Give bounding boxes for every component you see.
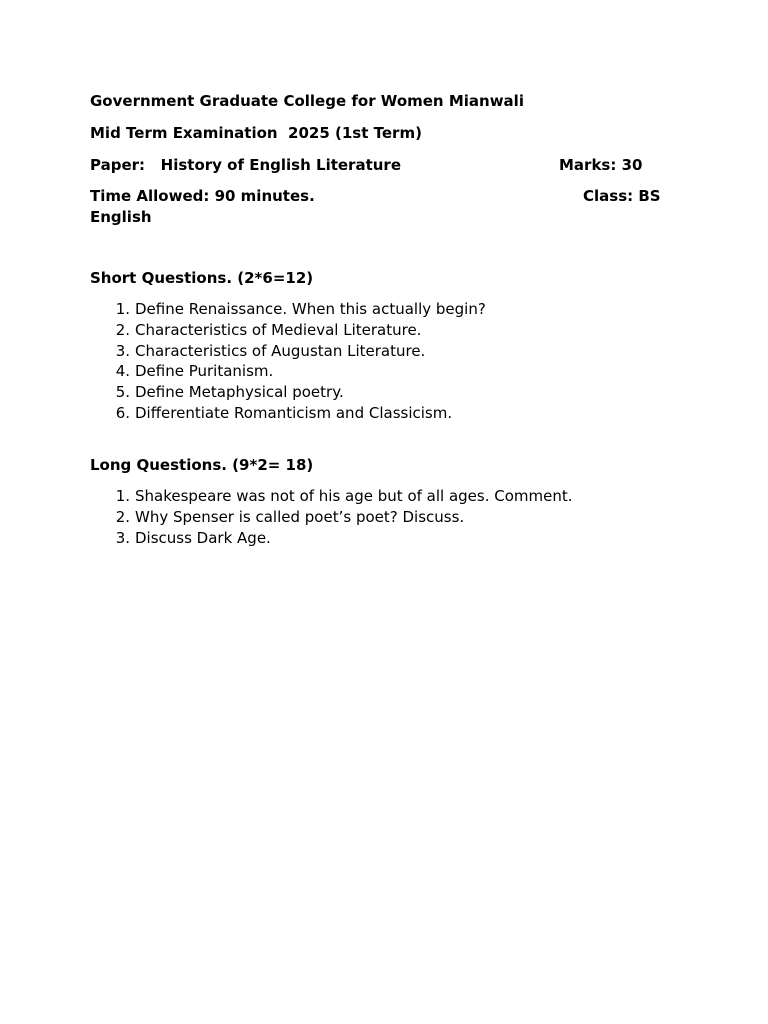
- class-label: Class: BS: [583, 187, 661, 205]
- item-text: Shakespeare was not of his age but of all ages. Comment.: [135, 487, 573, 505]
- item-text: Why Spenser is called poet’s poet? Discuss.: [135, 507, 465, 526]
- item-number: 1.: [115, 487, 130, 505]
- item-text: Discuss Dark Age.: [135, 528, 271, 547]
- item-number: 4.: [115, 362, 130, 381]
- item-text: Define Puritanism.: [135, 362, 274, 381]
- marks-label: Marks: 30: [559, 156, 643, 174]
- item-text: Define Renaissance. When this actually begin?: [135, 300, 486, 318]
- item-number: 6.: [115, 403, 130, 422]
- item-text: Characteristics of Medieval Literature.: [135, 320, 422, 339]
- item-number: 3.: [115, 341, 130, 360]
- item-text: Characteristics of Augustan Literature.: [135, 341, 426, 360]
- exam-title: Mid Term Examination 2025 (1st Term): [90, 124, 422, 142]
- class-continuation: English: [90, 208, 152, 226]
- item-text: Differentiate Romanticism and Classicism.: [135, 403, 453, 422]
- item-text: Define Metaphysical poetry.: [135, 383, 344, 402]
- long-questions-heading: Long Questions. (9*2= 18): [90, 456, 314, 474]
- item-number: 5.: [115, 383, 130, 402]
- item-number: 2.: [115, 320, 130, 339]
- item-number: 2.: [115, 507, 130, 526]
- time-allowed: Time Allowed: 90 minutes.: [90, 187, 315, 205]
- college-name: Government Graduate College for Women Mianwali: [90, 92, 524, 110]
- short-questions-heading: Short Questions. (2*6=12): [90, 269, 314, 287]
- paper-title: Paper: History of English Literature: [90, 156, 401, 174]
- item-number: 1.: [115, 300, 130, 318]
- item-number: 3.: [115, 528, 130, 547]
